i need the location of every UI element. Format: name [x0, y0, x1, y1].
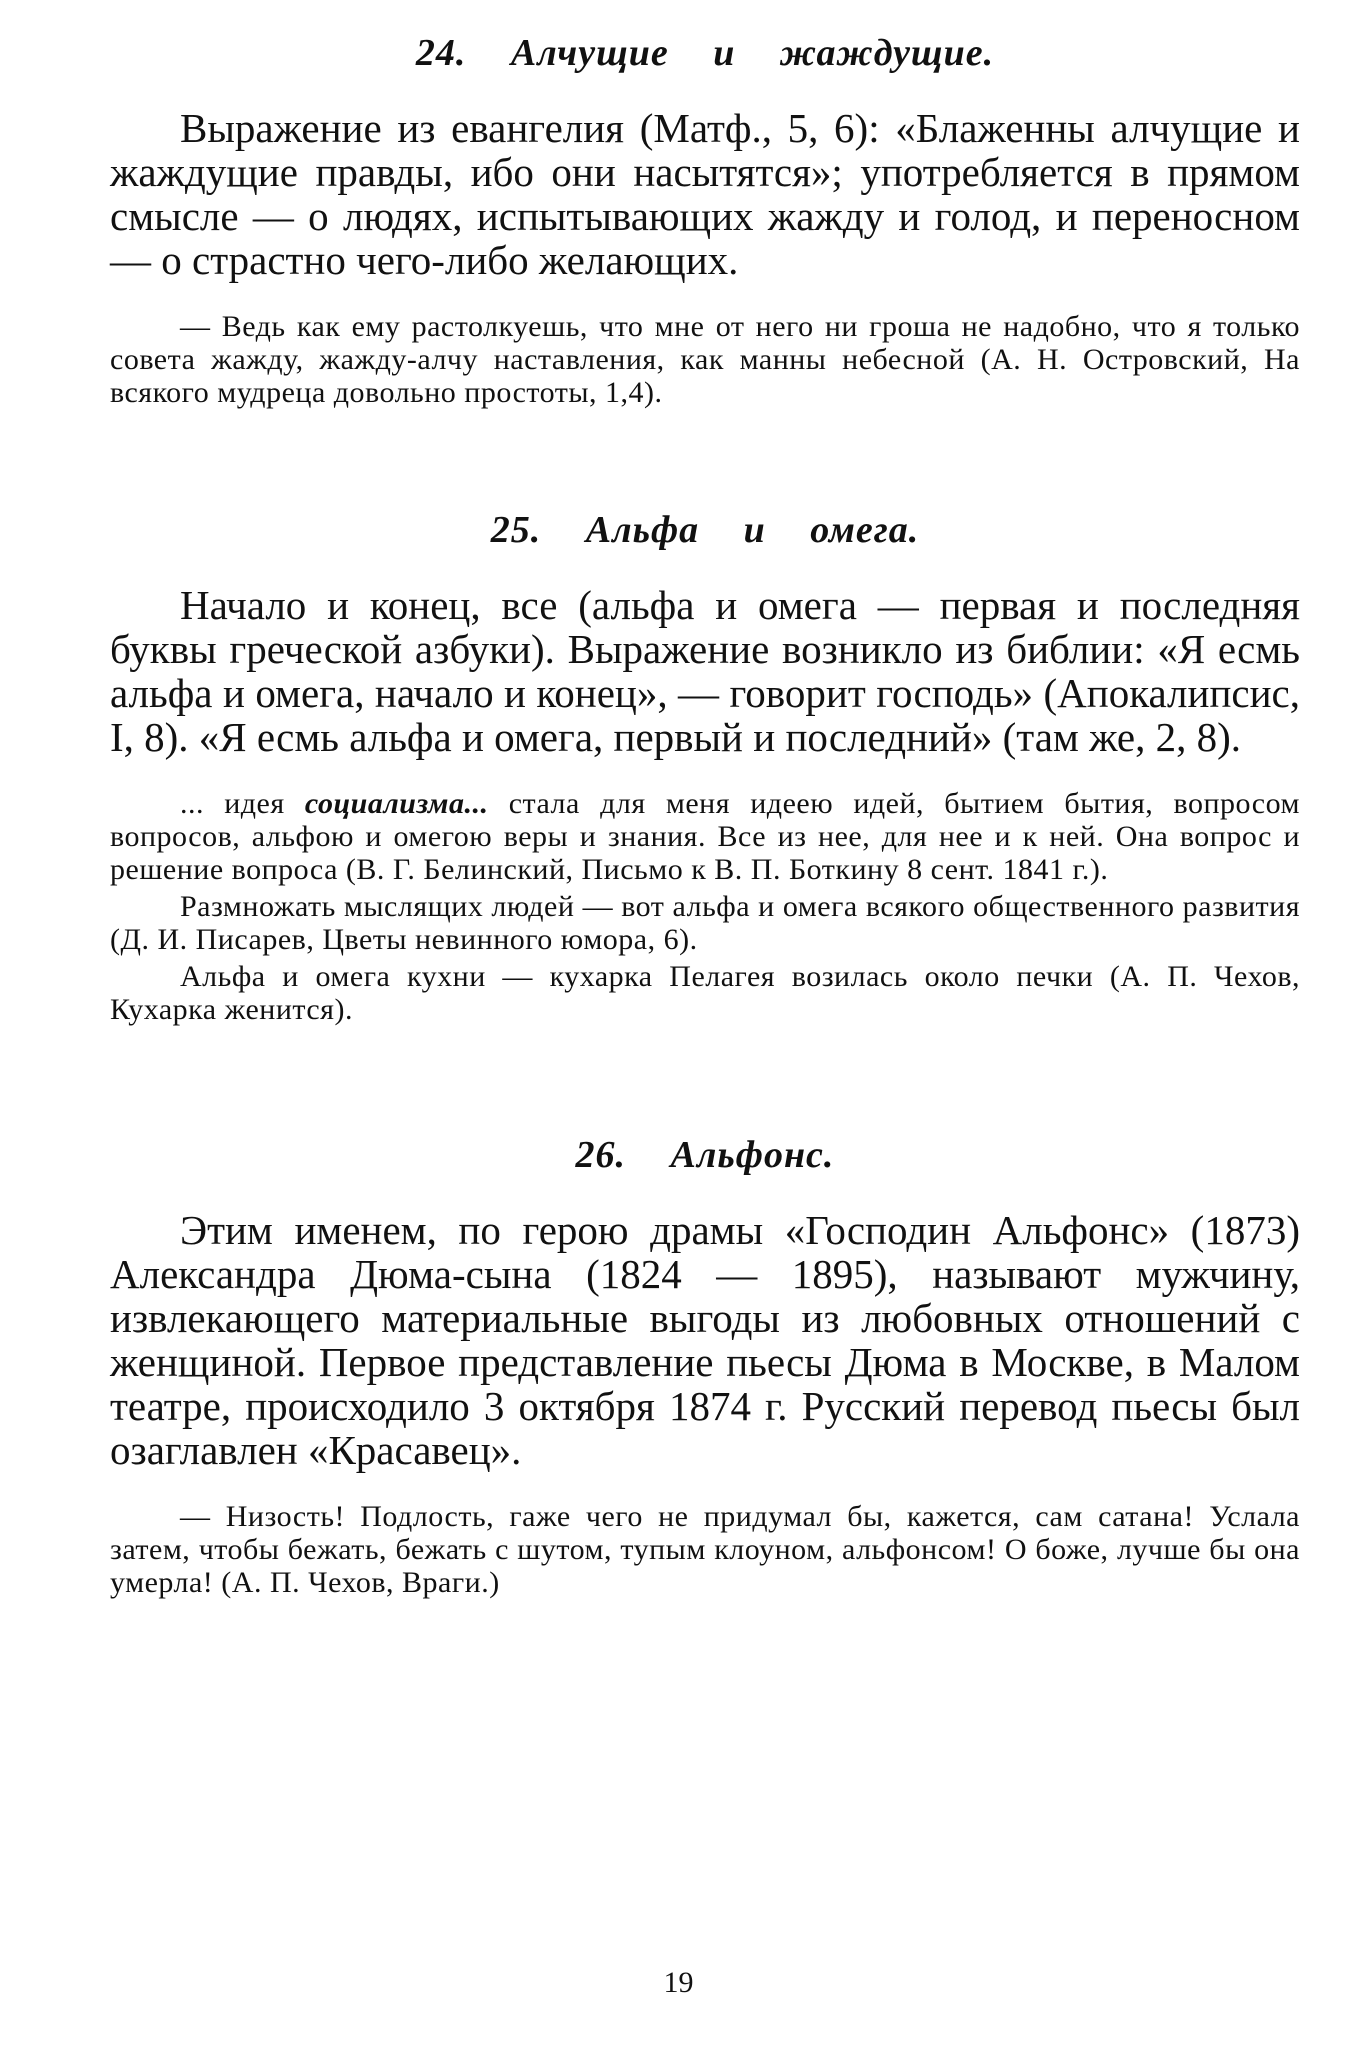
entry-26: [110, 1130, 1300, 1599]
quote: Размножать мыслящих людей — вот альфа и омега всякого общественного развития (Д. И. Писарев, Цветы невинного юмора, 6).: [110, 890, 1300, 956]
entry-quotes: [110, 787, 1300, 1026]
entry-24: [110, 28, 1300, 409]
quote-text: ... идея: [180, 787, 305, 820]
quote: — Ведь как ему растолкуешь, что мне от него ни гроша не надобно, что я только совета жажду, жажду-алчу наставления, как манны небесной (А. Н. Островский, На всякого мудреца довольно простоты, 1,4).: [110, 310, 1300, 409]
quote: — Низость! Подлость, гаже чего не придумал бы, кажется, сам сатана! Услала затем, чтобы бежать, бежать с шутом, тупым клоуном, альфонсом! О боже, лучше бы она умерла! (А. П. Чехов, Враги.): [110, 1500, 1300, 1599]
dictionary-page: [110, 28, 1300, 1603]
entry-25: [110, 505, 1300, 1026]
entry-quotes: [110, 1500, 1300, 1599]
entry-body: Выражение из евангелия (Матф., 5, 6): «Блаженны алчущие и жаждущие правды, ибо они насытятся»; употребляется в прямом смысле — о людях, испытывающих жажду и голод, и переносном — о страстно чего-либо желающих.: [110, 105, 1300, 283]
quote-text: стала для меня идеею идей, бытием бытия, вопросом вопросов, альфою и омегою веры и знания. Все из нее, для нее и к ней. Она вопрос и решение вопроса (В. Г. Белинский, Письмо к В. П. Боткину 8 сент. 1841 г.).: [110, 787, 1301, 886]
quote: [110, 787, 1300, 886]
entry-heading: 25. Альфа и омега.: [490, 509, 920, 551]
entry-body: Начало и конец, все (альфа и омега — первая и последняя буквы греческой азбуки). Выражение возникло из библии: «Я есмь альфа и омега, начало и конец», — говорит господь» (Апокалипсис, I, 8). «Я есмь альфа и омега, первый и последний» (там же, 2, 8).: [110, 582, 1300, 760]
quote: Альфа и омега кухни — кухарка Пелагея возилась около печки (А. П. Чехов, Кухарка женится).: [110, 960, 1300, 1026]
entry-heading: 24. Алчущие и жаждущие.: [415, 32, 995, 74]
entry-quotes: [110, 310, 1300, 409]
entry-body: Этим именем, по герою драмы «Господин Альфонс» (1873) Александра Дюма-сына (1824 — 1895), называют мужчину, извлекающего материальные выгоды из любовных отношений с женщиной. Первое представление пьесы Дюма в Москве, в Малом театре, происходило 3 октября 1874 г. Русский перевод пьесы был озаглавлен «Красавец».: [110, 1207, 1300, 1473]
page-number: 19: [663, 1966, 694, 1999]
quote-emphasis: социализма...: [304, 787, 489, 820]
entry-heading: 26. Альфонс.: [575, 1134, 835, 1176]
